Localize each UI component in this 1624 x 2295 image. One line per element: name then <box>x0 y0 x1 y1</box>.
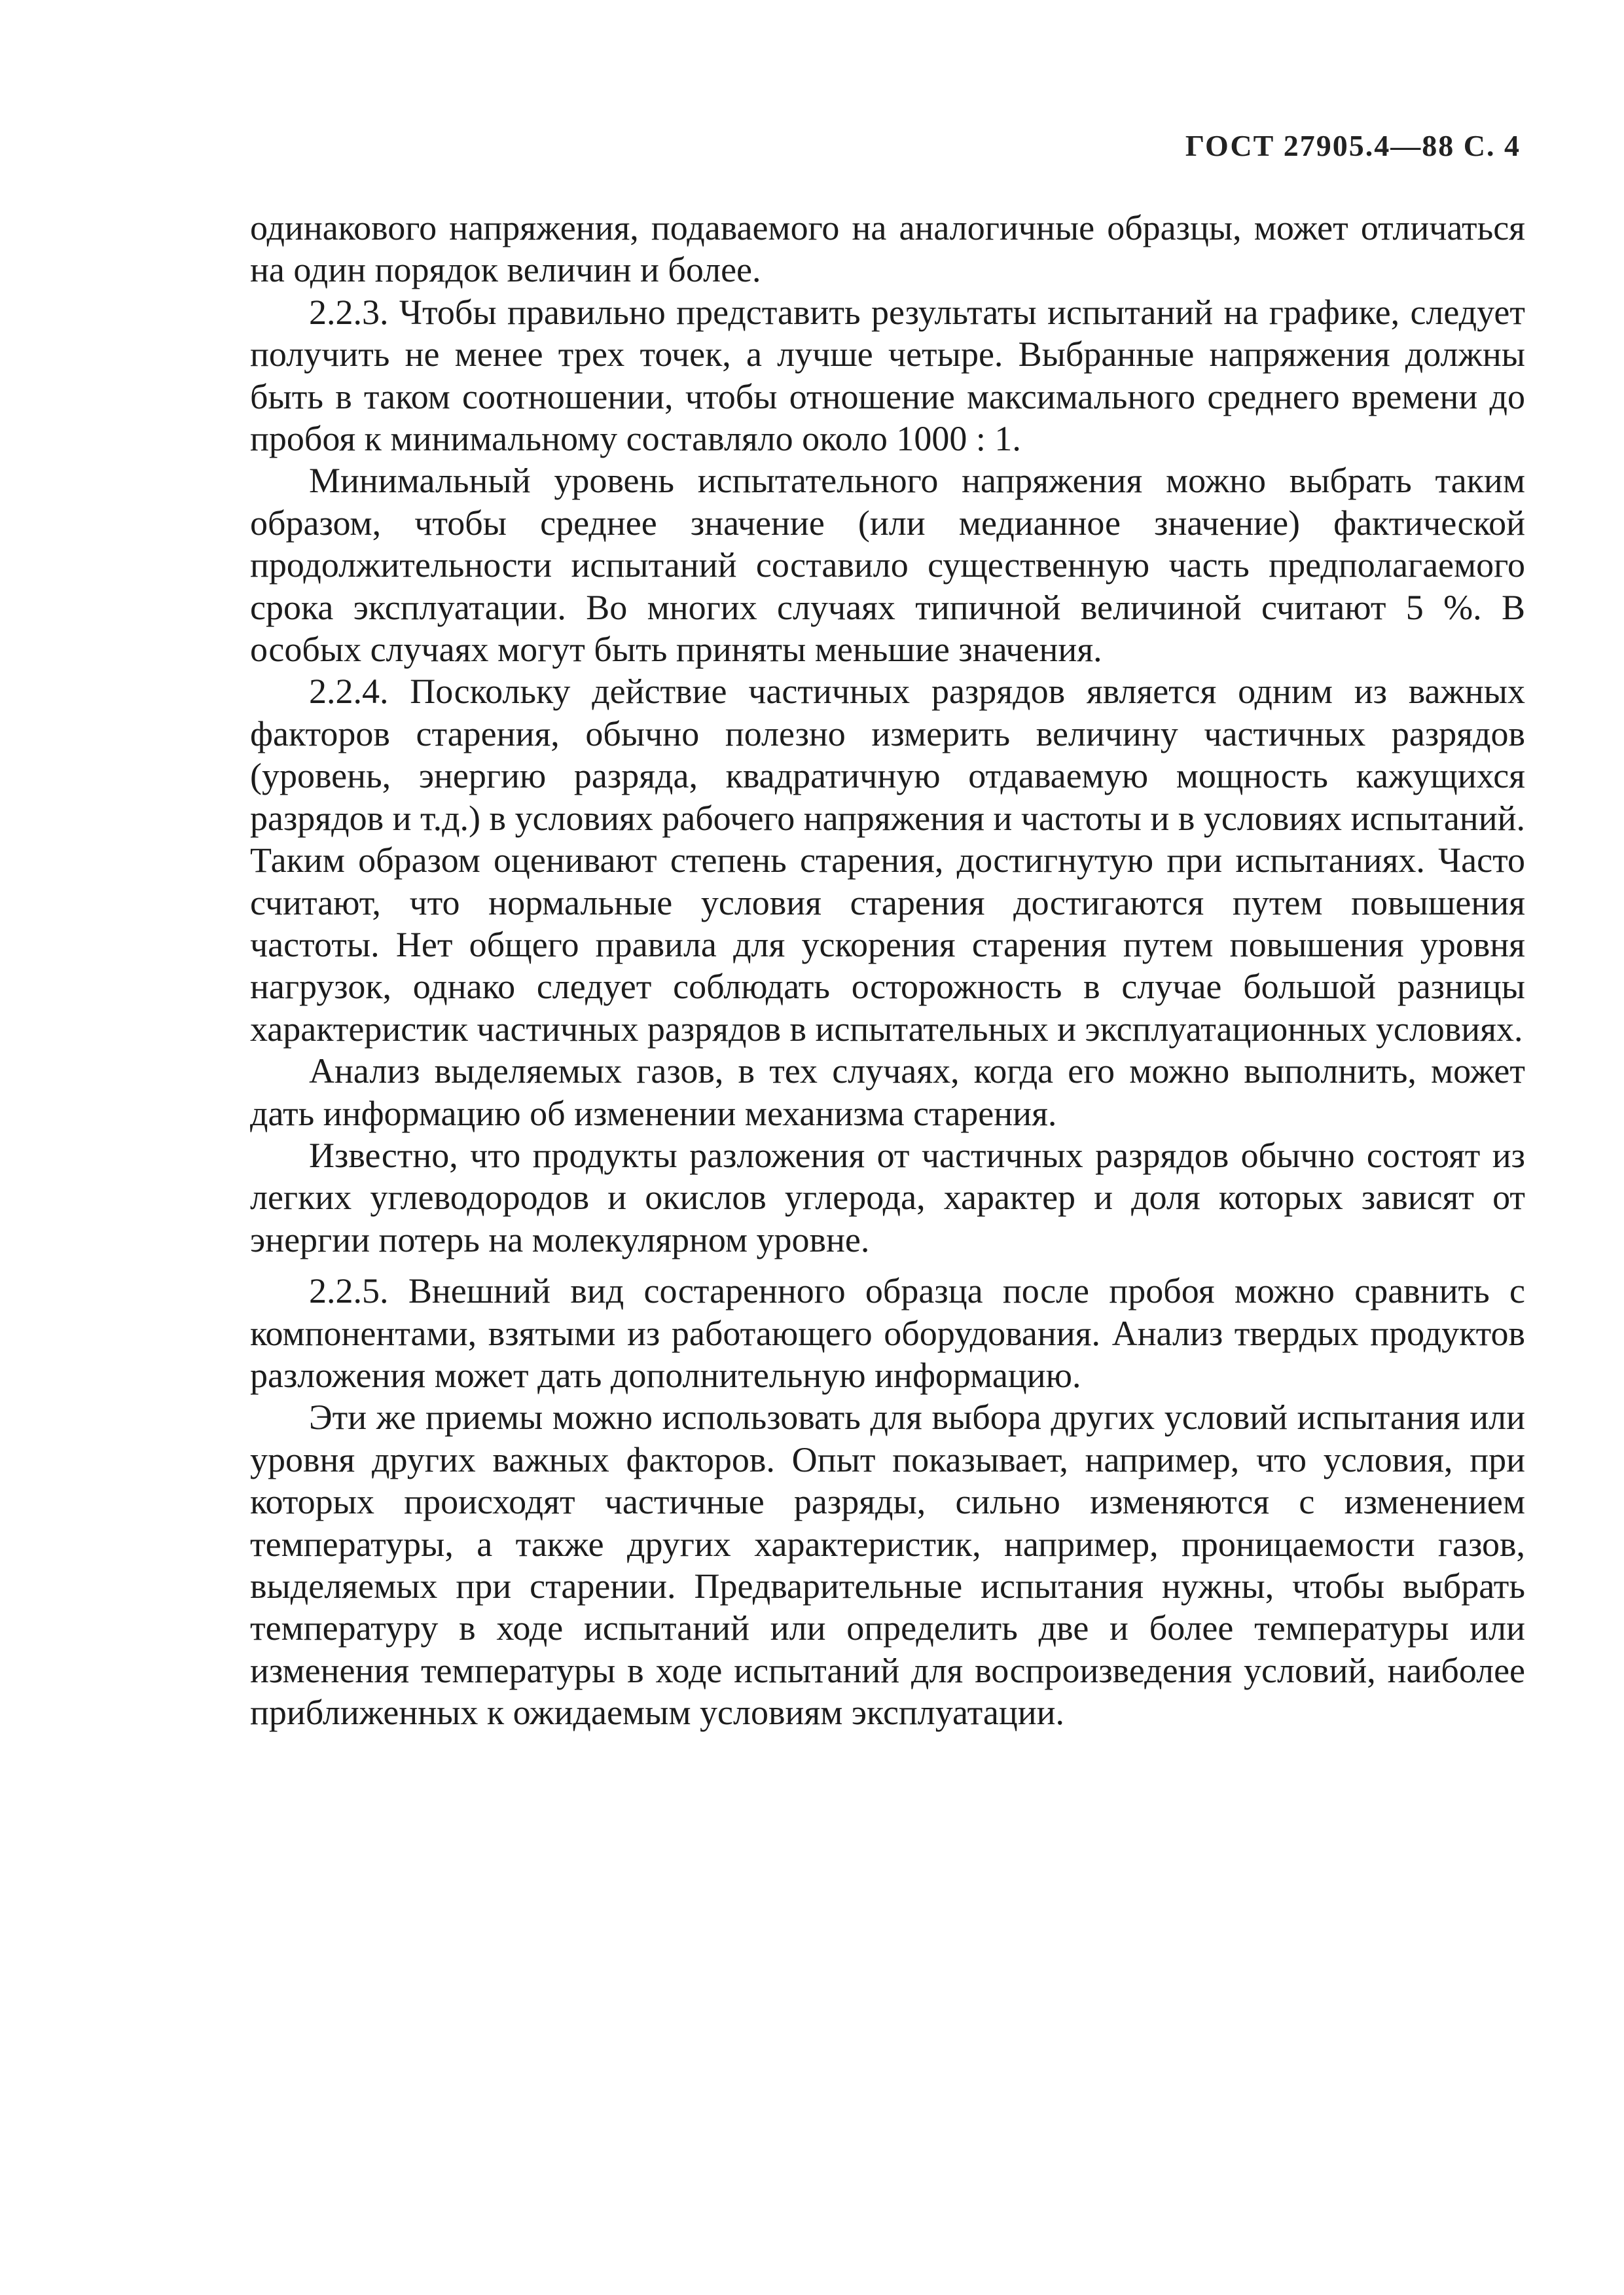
paragraph-2-2-5: 2.2.5. Внешний вид состаренного образца после пробоя можно сравнить с компонентами, взятыми из работающего оборудования. Анализ твердых продуктов разложения может дать дополнительную информацию. <box>250 1271 1525 1395</box>
paragraph-min-voltage: Минимальный уровень испытательного напряжения можно выбрать таким образом, чтобы среднее значение (или медианное значение) фактической продолжительности испытаний составило существенную часть предполагаемого срока эксплуатации. Во многих случаях типичной величиной считают 5 %. В особых случаях могут быть приняты меньшие значения. <box>250 461 1525 670</box>
body-text <box>250 207 1525 1734</box>
paragraph-continuation: одинакового напряжения, подаваемого на аналогичные образцы, может отличаться на один порядок величин и более. <box>250 208 1525 290</box>
running-head: ГОСТ 27905.4—88 С. 4 <box>1185 129 1521 162</box>
paragraph-2-2-4: 2.2.4. Поскольку действие частичных разрядов является одним из важных факторов старения, обычно полезно измерить величину частичных разрядов (уровень, энергию разряда, квадратичную отдаваемую мощность кажущихся разрядов и т.д.) в условиях рабочего напряжения и частоты и в условиях испытаний. Таким образом оценивают степень старения, достигнутую при испытаниях. Часто считают, что нормальные условия старения достигаются путем повышения частоты. Нет общего правила для ускорения старения путем повышения уровня нагрузок, однако следует соблюдать осторожность в случае большой разницы характеристик частичных разрядов в испытательных и эксплуатационных условиях. <box>250 672 1525 1049</box>
paragraph-2-2-3: 2.2.3. Чтобы правильно представить результаты испытаний на графике, следует получить не менее трех точек, а лучше четыре. Выбранные напряжения должны быть в таком соотношении, чтобы отношение максимального среднего времени до пробоя к минимальному составляло около 1000 : 1. <box>250 292 1525 459</box>
paragraph-decomposition-products: Известно, что продукты разложения от частичных разрядов обычно состоят из легких углеводородов и окислов углерода, характер и доля которых зависят от энергии потерь на молекулярном уровне. <box>250 1135 1525 1259</box>
paragraph-gas-analysis: Анализ выделяемых газов, в тех случаях, когда его можно выполнить, может дать информацию об изменении механизма старения. <box>250 1051 1525 1133</box>
paragraph-other-conditions: Эти же приемы можно использовать для выбора других условий испытания или уровня других важных факторов. Опыт показывает, например, что условия, при которых происходят частичные разряды, сильно изменяются с изменением температуры, а также других характеристик, например, проницаемости газов, выделяемых при старении. Предварительные испытания нужны, чтобы выбрать температуру в ходе испытаний или определить две и более температуры или изменения температуры в ходе испытаний для воспроизведения условий, наиболее приближенных к ожидаемым условиям эксплуатации. <box>250 1398 1525 1733</box>
